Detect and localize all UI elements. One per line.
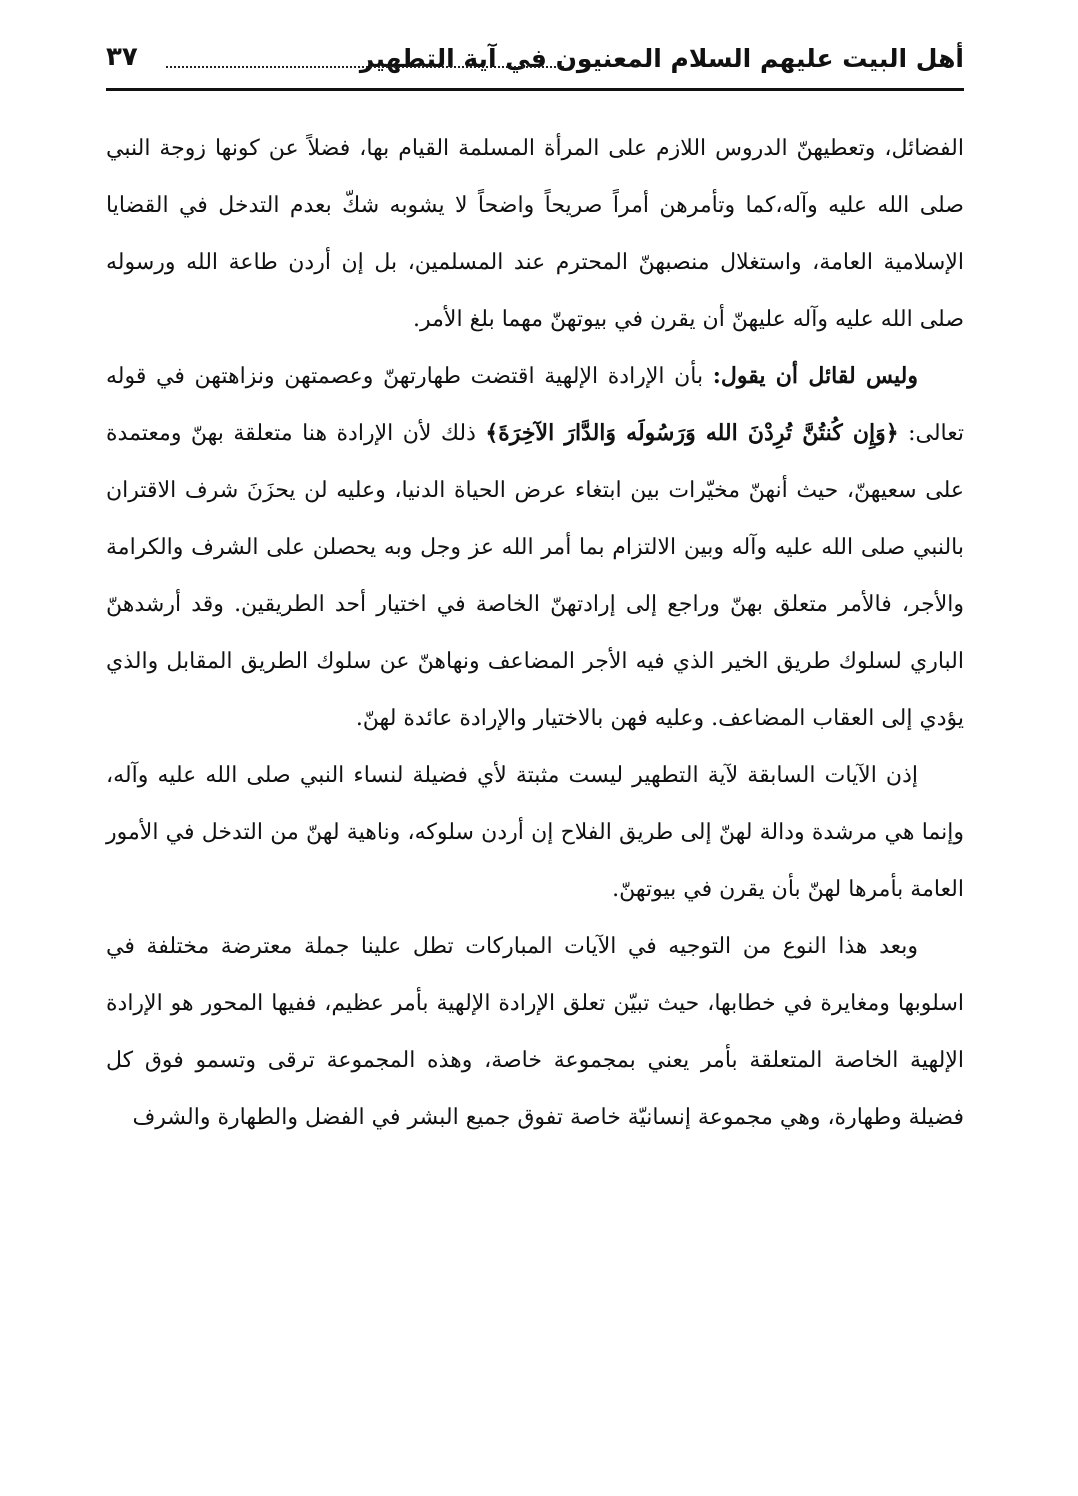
- header-dot-leader: [166, 54, 564, 68]
- header-title: أهل البيت عليهم السلام المعنيون في آية التطهير: [359, 44, 964, 73]
- paragraph-text: ذلك لأن الإرادة هنا متعلقة بهنّ ومعتمدة على سعيهنّ، حيث أنهنّ مخيّرات بين ابتغاء عرض الحياة الدنيا، وعليه لن يحزَنَ شرف الاقتران بالنبي صلى الله عليه وآله وبين الالتزام بما أمر الله عز وجل وبه يحصلن على الشرف والكرامة والأجر، فالأمر متعلق بهنّ وراجع إلى إرادتهنّ الخاصة في اختيار أحد الطريقين. وقد أرشدهنّ الباري لسلوك طريق الخير الذي فيه الأجر المضاعف ونهاهنّ عن سلوك الطريق المقابل والذي يؤدي إلى العقاب المضاعف. وعليه فهن بالاختيار والإرادة عائدة لهنّ.: [106, 421, 964, 731]
- header-rule: [106, 88, 964, 91]
- paragraph: وبعد هذا النوع من التوجيه في الآيات المباركات تطل علينا جملة معترضة مختلفة في اسلوبها ومغايرة في خطابها، حيث تبيّن تعلق الإرادة الإلهية بأمر عظيم، ففيها المحور هو الإرادة الإلهية الخاصة المتعلقة بأمر يعني بمجموعة خاصة، وهذه المجموعة ترقى وتسمو فوق كل فضيلة وطهارة، وهي مجموعة إنسانيّة خاصة تفوق جميع البشر في الفضل والطهارة والشرف: [106, 934, 964, 1130]
- paragraph: الفضائل، وتعطيهنّ الدروس اللازم على المرأة المسلمة القيام بها، فضلاً عن كونها زوجة النبي صلى الله عليه وآله،كما وتأمرهن أمراً صريحاً واضحاً لا يشوبه شكّ بعدم التدخل في القضايا الإسلامية العامة، واستغلال منصبهنّ المحترم عند المسلمين، بل إن أردن طاعة الله ورسوله صلى الله عليه وآله عليهنّ أن يقرن في بيوتهنّ مهما بلغ الأمر.: [106, 136, 964, 332]
- page-number: ٣٧: [106, 42, 138, 72]
- paragraph: [106, 348, 964, 747]
- paragraph-lead: وليس لقائل أن يقول:: [712, 363, 918, 389]
- quran-verse: ﴿وَإِن كُنتُنَّ تُرِدْنَ الله وَرَسُولَه وَالدَّارَ الآخِرَةَ﴾: [485, 420, 899, 446]
- paragraph: إذن الآيات السابقة لآية التطهير ليست مثبتة لأي فضيلة لنساء النبي صلى الله عليه وآله، وإنما هي مرشدة ودالة لهنّ إلى طريق الفلاح إن أردن سلوكه، وناهية لهنّ من التدخل في الأمور العامة بأمرها لهنّ بأن يقرن في بيوتهنّ.: [106, 763, 964, 902]
- body-text: [106, 120, 964, 1146]
- running-header: [106, 40, 964, 86]
- paragraph-text: بأن الإرادة الإلهية اقتضت طهارتهنّ وعصمتهن ونزاهتهن في قوله تعالى:: [106, 364, 964, 446]
